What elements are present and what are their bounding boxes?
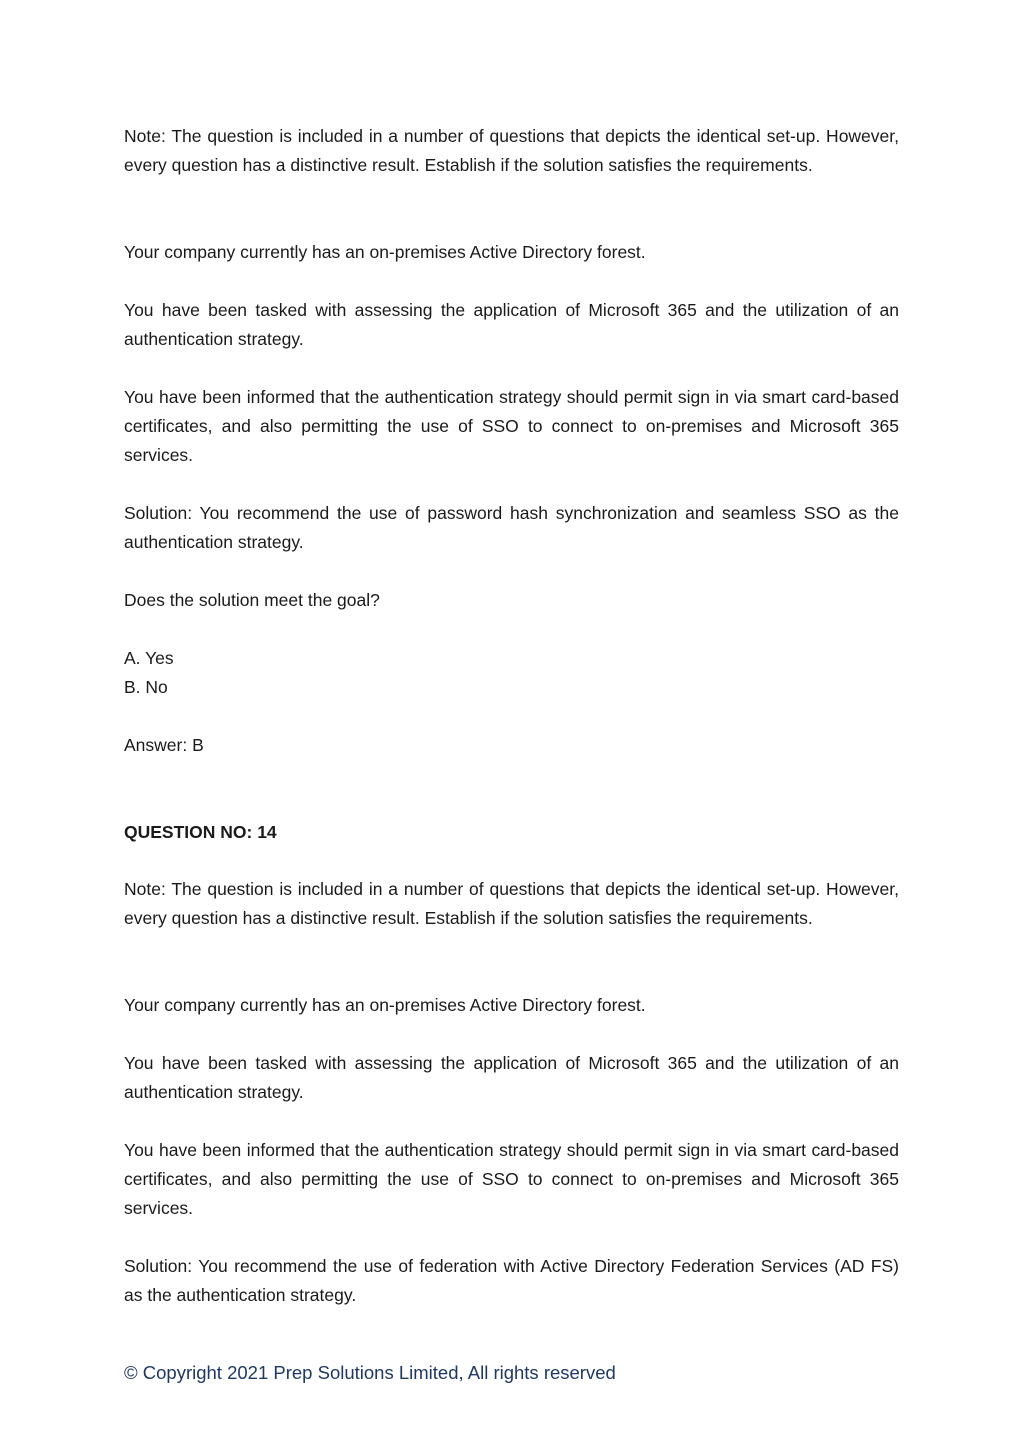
q13-answer: Answer: B [124, 735, 204, 755]
q14-solution: Solution: You recommend the use of federation with Active Directory Federation Services (AD FS) as the authentication strategy. [124, 1256, 899, 1305]
q13-question: Does the solution meet the goal? [124, 590, 380, 610]
q13-solution: Solution: You recommend the use of password hash synchronization and seamless SSO as the authentication strategy. [124, 503, 899, 552]
option-a: A. Yes [124, 648, 174, 668]
q14-paragraph-3: You have been informed that the authentication strategy should permit sign in via smart card-based certificates, and also permitting the use of SSO to connect to on-premises and Microsoft 365 services. [124, 1140, 899, 1218]
q14-note: Note: The question is included in a number of questions that depicts the identical set-up. However, every question has a distinctive result. Establish if the solution satisfies the requirements. [124, 879, 899, 928]
q13-paragraph-3: You have been informed that the authentication strategy should permit sign in via smart card-based certificates, and also permitting the use of SSO to connect to on-premises and Microsoft 365 services. [124, 387, 899, 465]
question-heading: QUESTION NO: 14 [124, 822, 277, 842]
option-b: B. No [124, 677, 168, 697]
q13-options [124, 644, 899, 702]
copyright-footer: © Copyright 2021 Prep Solutions Limited, All rights reserved [124, 1362, 616, 1383]
q14-paragraph-1: Your company currently has an on-premises Active Directory forest. [124, 995, 646, 1015]
q14-paragraph-2: You have been tasked with assessing the application of Microsoft 365 and the utilization of an authentication strategy. [124, 1053, 899, 1102]
q13-paragraph-1: Your company currently has an on-premises Active Directory forest. [124, 242, 646, 262]
q13-paragraph-2: You have been tasked with assessing the application of Microsoft 365 and the utilization of an authentication strategy. [124, 300, 899, 349]
q13-note: Note: The question is included in a number of questions that depicts the identical set-up. However, every question has a distinctive result. Establish if the solution satisfies the requirements. [124, 126, 899, 175]
